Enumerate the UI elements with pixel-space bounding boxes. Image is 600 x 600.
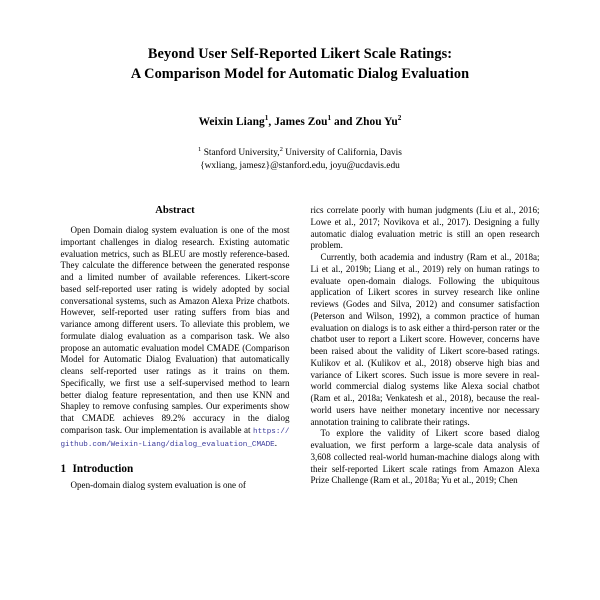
right-column bbox=[311, 205, 540, 492]
introduction-paragraph-1: Open-domain dialog system evaluation is one of bbox=[70, 479, 246, 490]
abstract-heading: Abstract bbox=[155, 205, 195, 216]
code-url-line-1[interactable]: https://github.com/Weixin-Liang/ bbox=[60, 427, 290, 449]
section-title: Introduction bbox=[72, 462, 134, 475]
paper-title-line-2: A Comparison Model for Automatic Dialog Evaluation bbox=[130, 66, 470, 82]
author-list bbox=[58, 114, 542, 128]
two-column-body bbox=[0, 205, 600, 492]
right-paragraph-3: To explore the validity of Likert score based dialog evaluation, we first perform a large-scale data analysis of 3,608 collected real-world human-machine dialogs along with their self-reported Likert scale ratings from Amazon Alexa Prize Challenge (Ram et al., 2018a; Yu et al., 2019; Chen bbox=[310, 428, 540, 486]
author-2-name: James Zou bbox=[274, 115, 328, 128]
right-paragraph-2: Currently, both academia and industry (Ram et al., 2018a; Li et al., 2019b; Liang et al., 2019) rely on human ratings to evaluate open-domain dialogs. Following the ubiquitous application of Likert scores in survey research like online reviews (Godes and Silva, 2012) and consumer satisfaction (Peterson and Wilson, 1992), a common practice of human evaluation on dialogs is to ask either a third-person rater or the chatbot user to report a Likert score. However, concerns have been raised about the validity of Likert score-based ratings. Kulikov et al. (Kulikov et al., 2018) observe high bias and variance of Likert scores. Such issue is more severe in real-world commercial dialog systems like Alexa social chatbot (Ram et al., 2018a; Venkatesh et al., 2018), because the real-world users have neither monetary incentive nor necessary annotation training to calibrate their ratings. bbox=[310, 252, 540, 427]
affiliation-marker-2: 2 bbox=[279, 145, 283, 153]
abstract-paragraph bbox=[61, 225, 290, 451]
right-paragraph-1: rics correlate poorly with human judgments (Liu et al., 2016; Lowe et al., 2017; Novikova et al., 2017). Designing a fully automatic dialog evaluation metric is still an open research problem. bbox=[310, 205, 540, 251]
abstract-url-period: . bbox=[274, 437, 277, 448]
affiliation-text-1: Stanford University, bbox=[201, 147, 280, 158]
affiliation-text-2: University of California, Davis bbox=[282, 147, 402, 158]
author-3-name: Zhou Yu bbox=[355, 115, 398, 128]
affiliation-line-1 bbox=[58, 143, 542, 161]
title-block bbox=[0, 0, 600, 174]
affiliation-block bbox=[58, 143, 542, 174]
abstract-text: Open Domain dialog system evaluation is one of the most important challenges in dialog research. Existing automatic evaluation metrics, such as BLEU are mostly reference-based. They calculate the difference between the generated response and a limited number of available references. Likert-score based self-reported user rating is widely adopted by social conversational systems, such as Amazon Alexa Prize chatbots. However, self-reported user rating suffers from bias and variance among different users. To alleviate this problem, we formulate dialog evaluation as a comparison task. We also propose an automatic evaluation model CMADE (Comparison Model for Automatic Dialog Evaluation) that automatically cleans self-reported user ratings as it trains on them. Specifically, we first use a self-supervised method to learn better dialog feature representation, and then use KNN and Shapley to remove confusing samples. Our experiments show that CMADE achieves 89.2% accuracy in the dialog comparison task. Our implementation is available at bbox=[60, 225, 290, 435]
section-heading-introduction bbox=[61, 463, 290, 475]
left-column bbox=[61, 205, 290, 492]
author-separator-1: , bbox=[268, 115, 275, 128]
paper-title-line-1: Beyond User Self-Reported Likert Scale Ratings: bbox=[147, 46, 453, 62]
author-3-affil-marker: 2 bbox=[397, 114, 402, 122]
author-1-affil-marker: 1 bbox=[264, 114, 269, 122]
affiliation-emails: {wxliang, jamesz}@stanford.edu, joyu@ucdavis.edu bbox=[200, 161, 400, 172]
code-url-line-2[interactable]: dialog_evaluation_CMADE bbox=[169, 440, 275, 449]
section-number: 1 bbox=[60, 462, 67, 475]
affiliation-marker-1: 1 bbox=[198, 145, 202, 153]
author-1-name: Weixin Liang bbox=[198, 115, 265, 128]
author-2-affil-marker: 1 bbox=[327, 114, 332, 122]
author-separator-2: and bbox=[331, 115, 356, 128]
